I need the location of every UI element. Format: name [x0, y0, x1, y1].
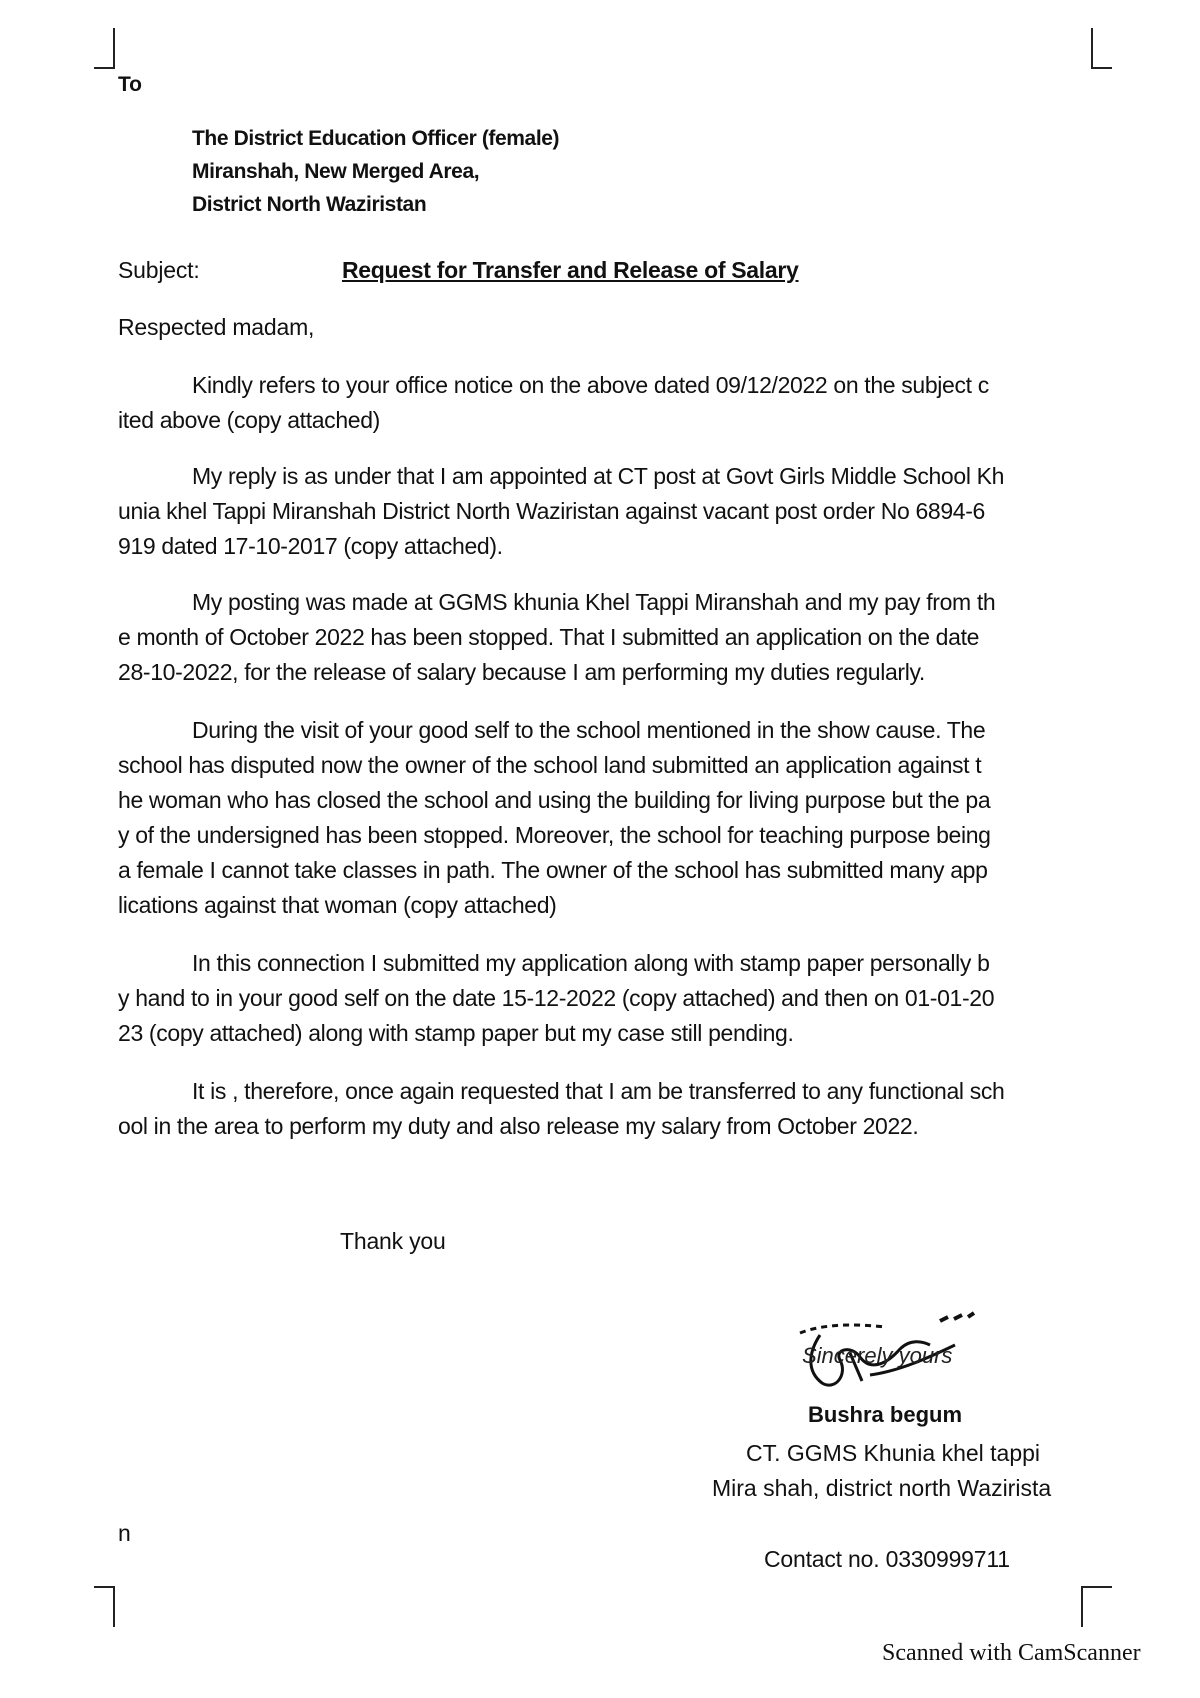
- sender-name: Bushra begum: [808, 1402, 963, 1427]
- crop-mark-top-left: [94, 28, 116, 70]
- signature-block: [690, 1305, 1120, 1505]
- body-paragraph: [118, 713, 1093, 923]
- subject-text: Request for Transfer and Release of Salary: [342, 257, 799, 283]
- paragraph-line: ool in the area to perform my duty and also release my salary from October 2022.: [118, 1113, 919, 1139]
- paragraph-line: school has disputed now the owner of the school land submitted an application against t: [118, 752, 982, 778]
- paragraph-line: During the visit of your good self to the school mentioned in the show cause. The: [192, 717, 986, 743]
- salutation: Respected madam,: [118, 314, 315, 340]
- paragraph-line: a female I cannot take classes in path. The owner of the school has submitted many app: [118, 857, 988, 883]
- sender-post: CT. GGMS Khunia khel tappi: [746, 1440, 1041, 1466]
- body-paragraph: [118, 459, 1093, 564]
- closing-text: Thank you: [340, 1228, 446, 1254]
- body-paragraph: [118, 946, 1093, 1051]
- paragraph-line: My posting was made at GGMS khunia Khel Tappi Miranshah and my pay from th: [192, 589, 996, 615]
- sender-address: Mira shah, district north Wazirista: [712, 1475, 1052, 1501]
- crop-mark-bottom-left: [94, 1585, 116, 1627]
- scanner-watermark: Scanned with CamScanner: [882, 1640, 1141, 1666]
- recipient-address: [192, 122, 559, 221]
- paragraph-line: e month of October 2022 has been stopped. That I submitted an application on the date: [118, 624, 980, 650]
- paragraph-line: It is , therefore, once again requested that I am be transferred to any functional sch: [192, 1078, 1005, 1104]
- address-continuation: n: [118, 1520, 131, 1546]
- paragraph-line: y of the undersigned has been stopped. Moreover, the school for teaching purpose being: [118, 822, 991, 848]
- paragraph-line: My reply is as under that I am appointed at CT post at Govt Girls Middle School Kh: [192, 463, 1005, 489]
- contact-number: Contact no. 0330999711: [764, 1546, 1010, 1572]
- paragraph-line: lications against that woman (copy attached): [118, 892, 557, 918]
- body-paragraph: [118, 1074, 1093, 1144]
- paragraph-line: unia khel Tappi Miranshah District North Waziristan against vacant post order No 6894-6: [118, 498, 985, 524]
- crop-mark-bottom-right: [1080, 1585, 1102, 1627]
- recipient-line: Miranshah, New Merged Area,: [192, 160, 480, 183]
- to-label: To: [118, 73, 142, 96]
- paragraph-line: 919 dated 17-10-2017 (copy attached).: [118, 533, 503, 559]
- recipient-line: The District Education Officer (female): [192, 127, 560, 150]
- recipient-line: District North Waziristan: [192, 193, 427, 216]
- paragraph-line: In this connection I submitted my application along with stamp paper personally b: [192, 950, 990, 976]
- paragraph-line: Kindly refers to your office notice on the above dated 09/12/2022 on the subject c: [192, 372, 989, 398]
- crop-mark-top-right: [1090, 28, 1112, 70]
- body-paragraph: [118, 585, 1093, 690]
- body-paragraph: [118, 368, 1093, 438]
- paragraph-line: he woman who has closed the school and using the building for living purpose but the pa: [118, 787, 991, 813]
- subject-label: Subject:: [118, 257, 200, 283]
- paragraph-line: y hand to in your good self on the date 15-12-2022 (copy attached) and then on 01-01-20: [118, 985, 995, 1011]
- paragraph-line: ited above (copy attached): [118, 407, 380, 433]
- sign-off-text: Sincerely yours: [802, 1343, 953, 1368]
- paragraph-line: 28-10-2022, for the release of salary because I am performing my duties regularly.: [118, 659, 925, 685]
- paragraph-line: 23 (copy attached) along with stamp paper but my case still pending.: [118, 1020, 794, 1046]
